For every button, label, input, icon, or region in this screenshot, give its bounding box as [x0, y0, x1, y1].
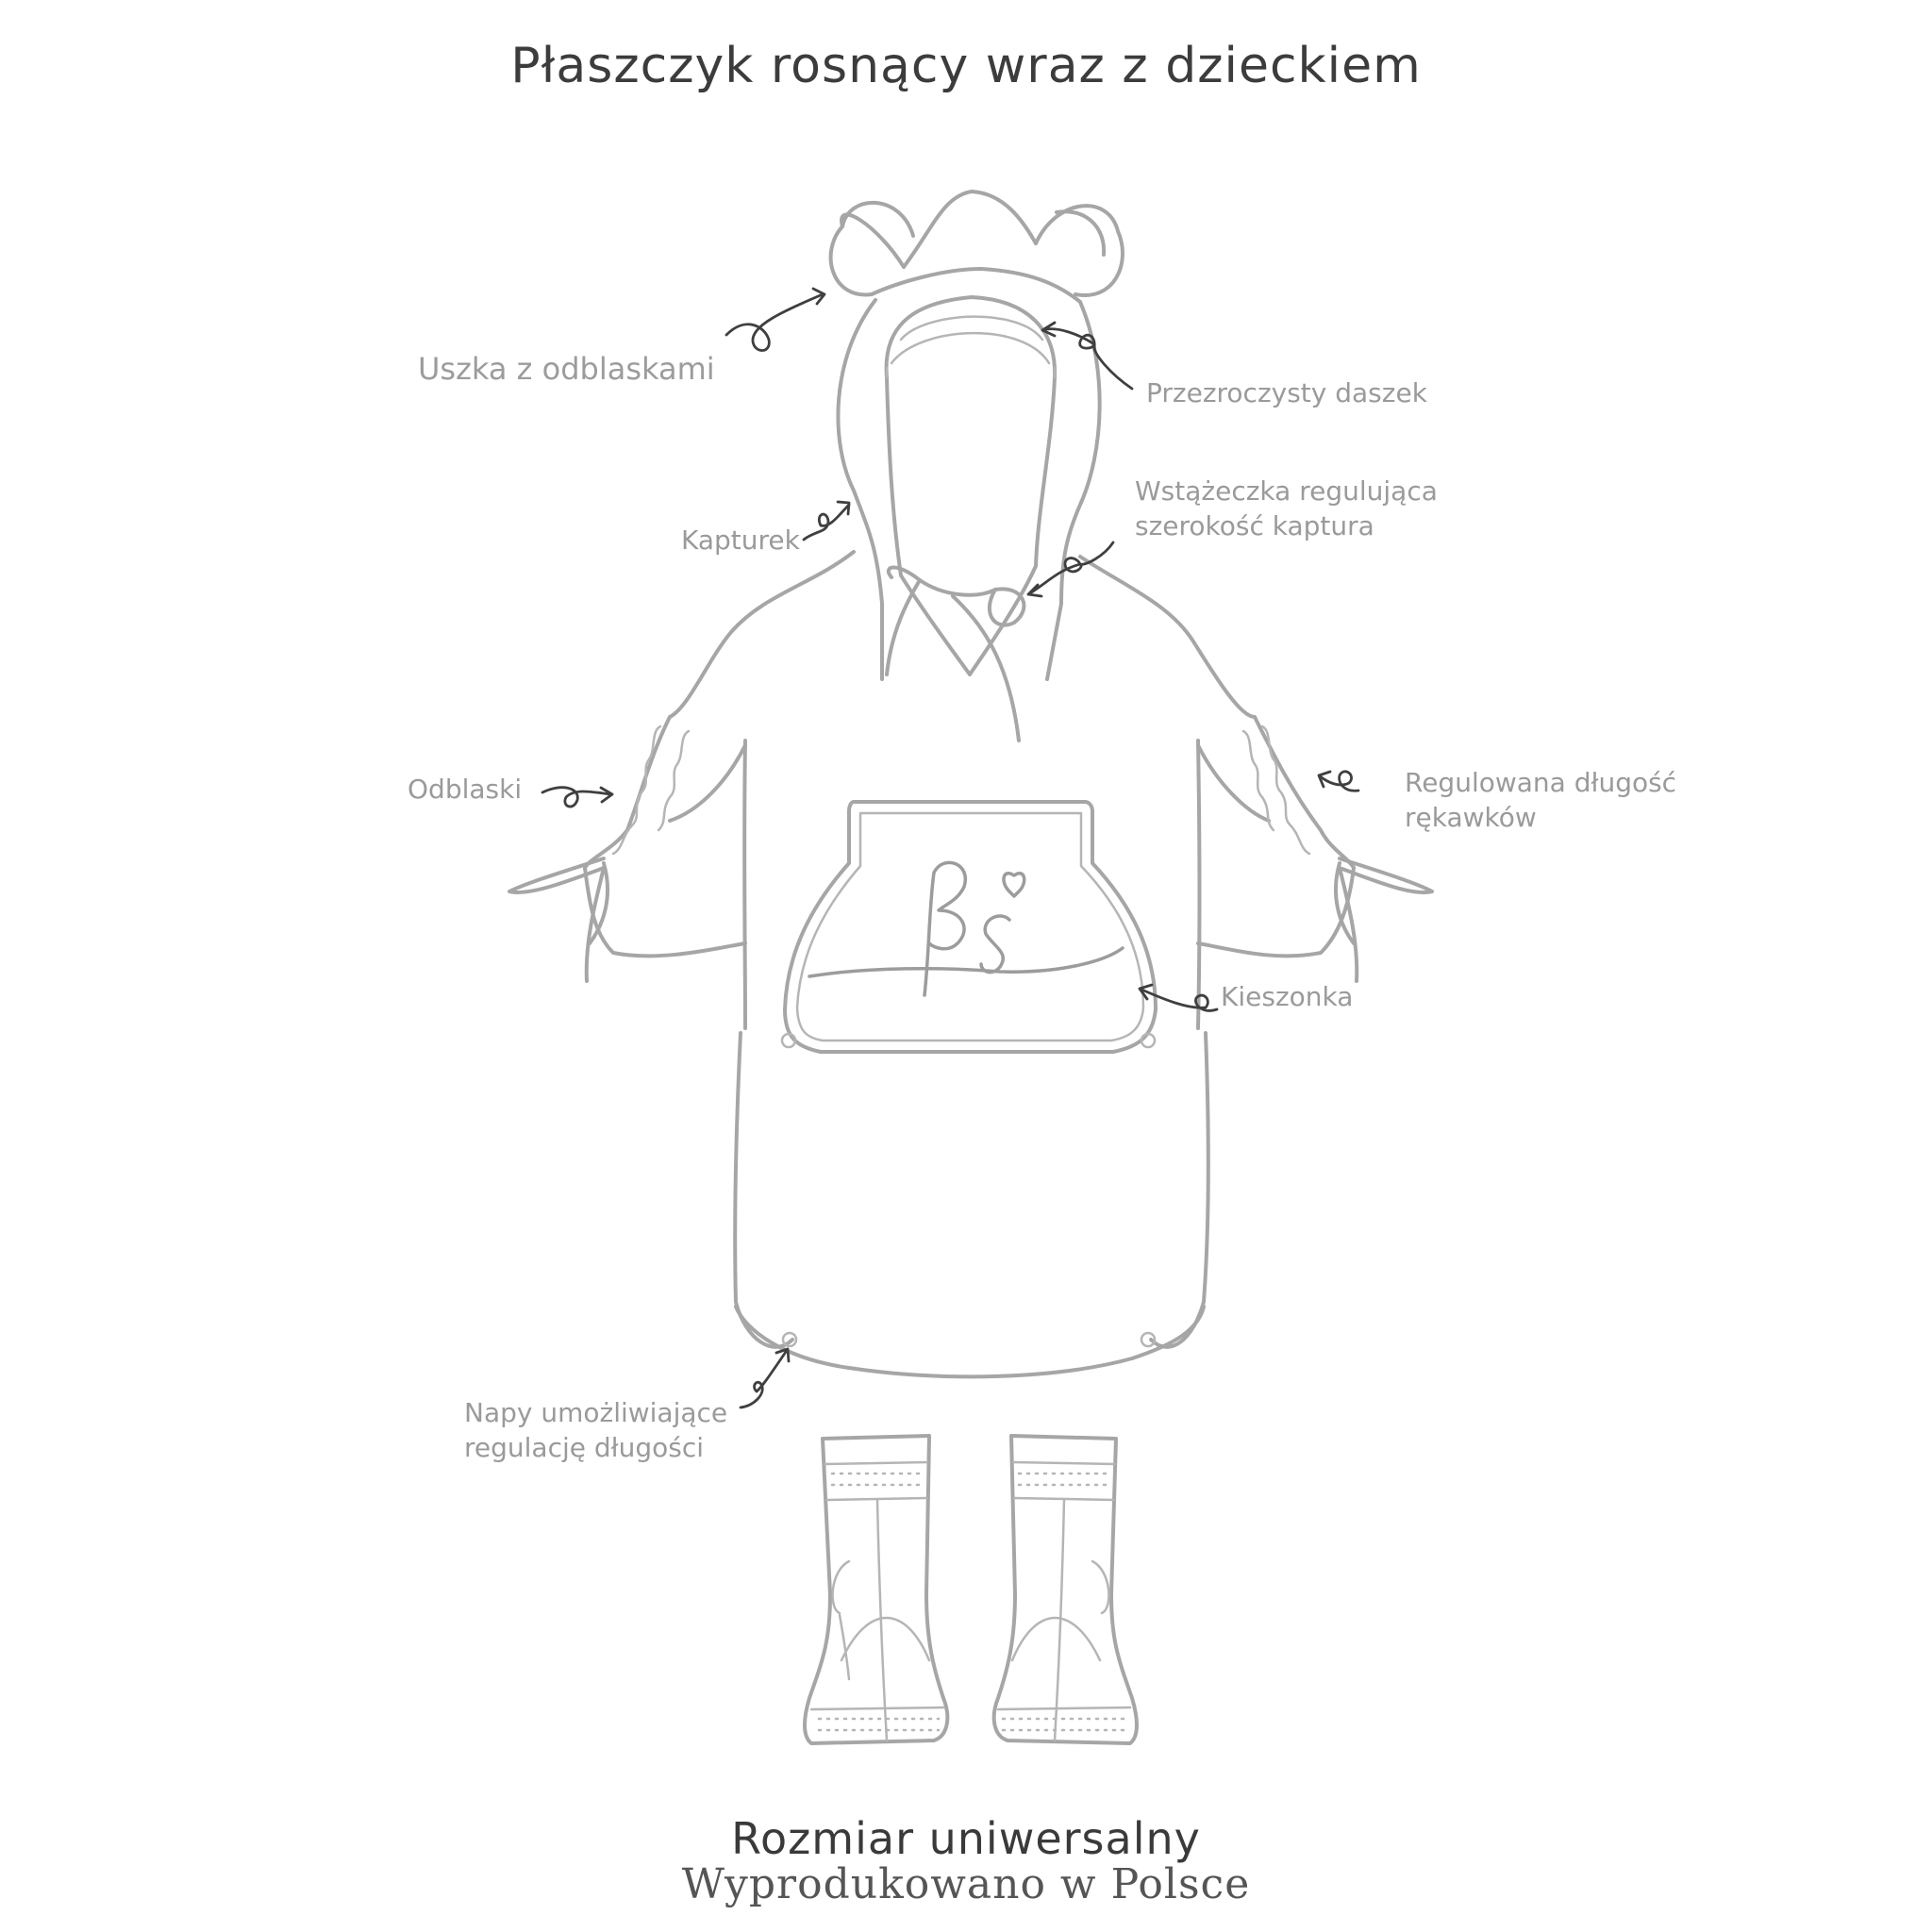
- size-label: Rozmiar uniwersalny: [731, 1813, 1201, 1864]
- label-reflectors: Odblaski: [408, 774, 523, 805]
- visor: [901, 317, 1042, 340]
- hood-arrow: [804, 502, 849, 540]
- coat-body: [670, 552, 1255, 717]
- reflectors-arrow: [542, 788, 612, 807]
- hood-opening: [887, 297, 1056, 675]
- label-hood: Kapturek: [681, 525, 800, 556]
- page-title: Płaszczyk rosnący wraz z dzieckiem: [510, 38, 1422, 94]
- label-snaps: [464, 1395, 727, 1465]
- label-snaps-line1: Napy umożliwiające: [464, 1397, 728, 1428]
- made-in-label: Wyprodukowano w Polsce: [681, 1860, 1251, 1908]
- pocket-arrow: [1140, 985, 1217, 1010]
- coat-hem: [736, 1307, 1204, 1376]
- label-sleeves-line2: rękawków: [1405, 802, 1537, 833]
- sleeves-arrow: [1319, 772, 1358, 791]
- label-sleeves: [1405, 765, 1676, 835]
- callout-arrows: [542, 289, 1358, 1407]
- label-ears: Uszka z odblaskami: [418, 351, 715, 387]
- label-snaps-line2: regulację długości: [464, 1432, 705, 1463]
- kangaroo-pocket: [785, 802, 1156, 1052]
- label-ribbon: [1135, 474, 1438, 543]
- right-boot: [994, 1436, 1137, 1743]
- hood-outline: [838, 300, 1099, 679]
- label-sleeves-line1: Regulowana długość: [1405, 767, 1677, 798]
- brand-logo: [809, 862, 1123, 995]
- left-boot: [805, 1436, 947, 1743]
- right-sleeve: [1198, 717, 1354, 868]
- label-ribbon-line1: Wstążeczka regulująca: [1135, 475, 1438, 507]
- label-pocket: Kieszonka: [1221, 981, 1354, 1012]
- boot-dots: [819, 1474, 1125, 1730]
- ears-arrow: [726, 289, 824, 351]
- snaps-arrow: [741, 1349, 789, 1407]
- label-visor: Przezroczysty daszek: [1146, 377, 1427, 408]
- label-ribbon-line2: szerokość kaptura: [1135, 510, 1374, 541]
- boots-drawing: [805, 1436, 1137, 1743]
